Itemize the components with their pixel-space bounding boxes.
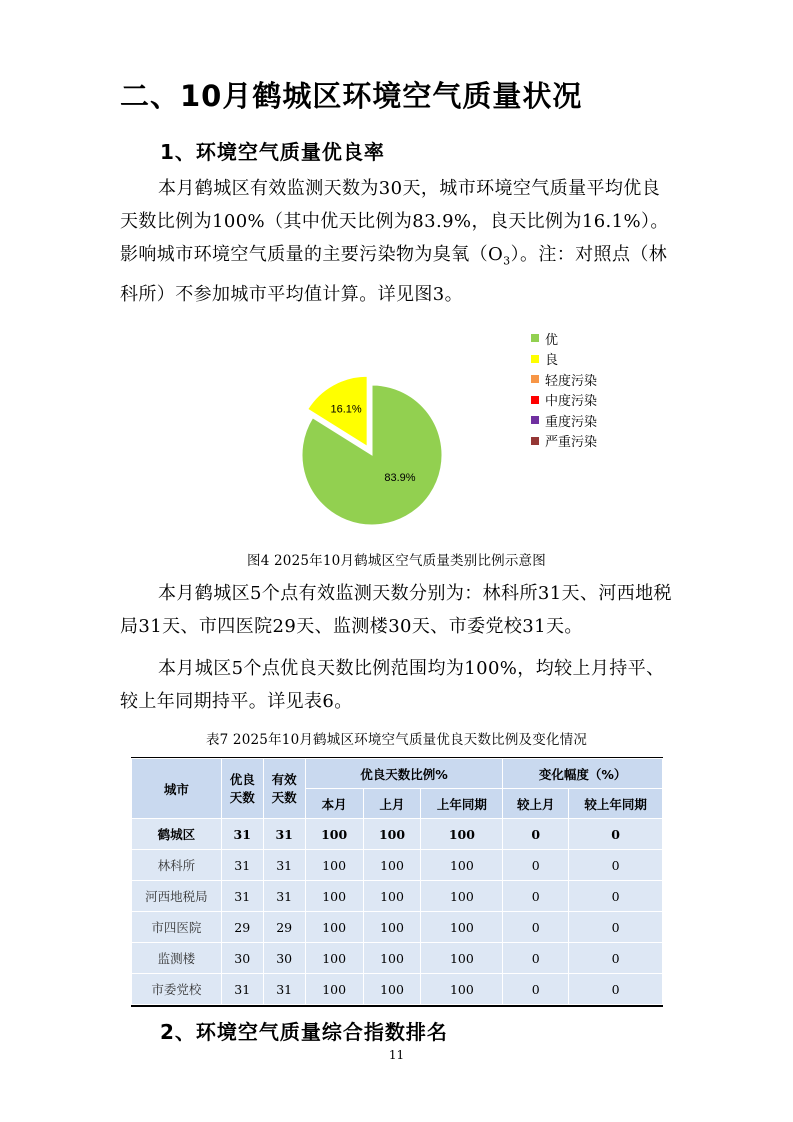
page-heading: 二、10月鹤城区环境空气质量状况 (120, 79, 583, 113)
cell-good: 31 (221, 850, 263, 881)
paragraph-2: 本月鹤城区5个点有效监测天数分别为：林科所31天、河西地税局31天、市四医院29天、监测楼30天、市委党校31天。 (120, 583, 672, 637)
pie-label-good: 16.1% (330, 403, 362, 416)
cell-last-month: 100 (363, 974, 421, 1005)
table-caption: 表7 2025年10月鹤城区环境空气质量优良天数比例及变化情况 (205, 732, 588, 748)
cell-vs-last-month: 0 (503, 819, 569, 850)
cell-vs-last-year: 0 (569, 881, 663, 912)
legend-swatch (531, 355, 539, 363)
legend-label: 严重污染 (545, 435, 598, 451)
th-good-days (221, 759, 263, 819)
cell-city: 监测楼 (132, 943, 222, 974)
cell-this-month: 100 (305, 850, 363, 881)
legend-swatch (531, 375, 539, 383)
cell-vs-last-year: 0 (569, 912, 663, 943)
legend-swatch (531, 396, 539, 404)
quality-table (131, 758, 663, 1005)
cell-vs-last-year: 0 (569, 943, 663, 974)
cell-valid: 31 (263, 881, 305, 912)
legend-swatch (531, 334, 539, 342)
table-row (132, 819, 663, 850)
th-valid-days-label: 有效天数 (271, 771, 297, 805)
cell-this-month: 100 (305, 943, 363, 974)
th-last-month: 上月 (363, 789, 421, 819)
th-vs-last-month: 较上月 (503, 789, 569, 819)
cell-last-month: 100 (363, 850, 421, 881)
legend-item-excellent (531, 328, 597, 349)
page-number: 11 (388, 1048, 405, 1062)
chart-legend (531, 328, 597, 451)
paragraph-3: 本月城区5个点优良天数比例范围均为100%，均较上月持平、较上年同期持平。详见表6。 (120, 658, 665, 712)
th-change: 变化幅度（%） (503, 759, 663, 789)
legend-label: 重度污染 (545, 414, 598, 430)
cell-last-year: 100 (421, 819, 503, 850)
cell-this-month: 100 (305, 974, 363, 1005)
cell-last-year: 100 (421, 850, 503, 881)
th-ratio: 优良天数比例% (305, 759, 503, 789)
cell-valid: 31 (263, 819, 305, 850)
legend-label: 优 (545, 332, 559, 348)
legend-item-heavy-pollution (531, 410, 597, 431)
paragraph-1-text-a: 本月鹤城区有效监测天数为30天，城市环境空气质量平均优良天数比例为100%（其中优天比例为83.9%，良天比例为16.1%）。影响城市环境空气质量的主要污染物为臭氧（O (120, 178, 669, 265)
cell-valid: 31 (263, 974, 305, 1005)
table-row (132, 943, 663, 974)
legend-swatch (531, 437, 539, 445)
legend-item-moderate-pollution (531, 390, 597, 411)
legend-item-severe-pollution (531, 431, 597, 452)
cell-valid: 31 (263, 850, 305, 881)
legend-item-good (531, 349, 597, 370)
cell-last-month: 100 (363, 881, 421, 912)
paragraph-1 (120, 172, 678, 311)
cell-city: 河西地税局 (132, 881, 222, 912)
cell-last-month: 100 (363, 943, 421, 974)
cell-good: 31 (221, 974, 263, 1005)
cell-city: 市委党校 (132, 974, 222, 1005)
th-valid-days (263, 759, 305, 819)
pie-label-excellent: 83.9% (384, 472, 416, 484)
cell-city: 林科所 (132, 850, 222, 881)
cell-last-month: 100 (363, 819, 421, 850)
cell-last-month: 100 (363, 912, 421, 943)
section-title-2: 2、环境空气质量综合指数排名 (160, 1020, 448, 1044)
th-vs-last-year: 较上年同期 (569, 789, 663, 819)
cell-valid: 30 (263, 943, 305, 974)
cell-this-month: 100 (305, 881, 363, 912)
cell-vs-last-month: 0 (503, 881, 569, 912)
legend-label: 轻度污染 (545, 373, 598, 389)
cell-good: 29 (221, 912, 263, 943)
table-row (132, 912, 663, 943)
section-title-1: 1、环境空气质量优良率 (160, 140, 385, 164)
legend-swatch (531, 416, 539, 424)
cell-vs-last-year: 0 (569, 819, 663, 850)
legend-item-light-pollution (531, 369, 597, 390)
table-row (132, 850, 663, 881)
th-city: 城市 (132, 759, 222, 819)
cell-last-year: 100 (421, 881, 503, 912)
cell-vs-last-month: 0 (503, 974, 569, 1005)
cell-vs-last-month: 0 (503, 912, 569, 943)
table-bottom-rule (131, 1005, 663, 1007)
paragraph-1-subscript: 3 (503, 254, 511, 268)
cell-last-year: 100 (421, 912, 503, 943)
legend-label: 中度污染 (545, 394, 598, 410)
pie-chart (294, 355, 454, 525)
cell-vs-last-month: 0 (503, 943, 569, 974)
cell-last-year: 100 (421, 974, 503, 1005)
cell-vs-last-year: 0 (569, 974, 663, 1005)
th-this-month: 本月 (305, 789, 363, 819)
cell-city: 鹤城区 (132, 819, 222, 850)
cell-city: 市四医院 (132, 912, 222, 943)
cell-valid: 29 (263, 912, 305, 943)
th-last-year: 上年同期 (421, 789, 503, 819)
cell-good: 30 (221, 943, 263, 974)
cell-this-month: 100 (305, 912, 363, 943)
paragraph-1-text-b: ）。注：对照点（林科所）不参加城市平均值计算。详见图3。 (120, 244, 668, 305)
table-row (132, 974, 663, 1005)
cell-this-month: 100 (305, 819, 363, 850)
figure-caption: 图4 2025年10月鹤城区空气质量类别比例示意图 (247, 553, 546, 569)
th-good-days-label: 优良天数 (229, 771, 255, 805)
legend-label: 良 (545, 353, 559, 369)
cell-good: 31 (221, 819, 263, 850)
cell-vs-last-year: 0 (569, 850, 663, 881)
cell-last-year: 100 (421, 943, 503, 974)
table-row (132, 881, 663, 912)
cell-vs-last-month: 0 (503, 850, 569, 881)
cell-good: 31 (221, 881, 263, 912)
